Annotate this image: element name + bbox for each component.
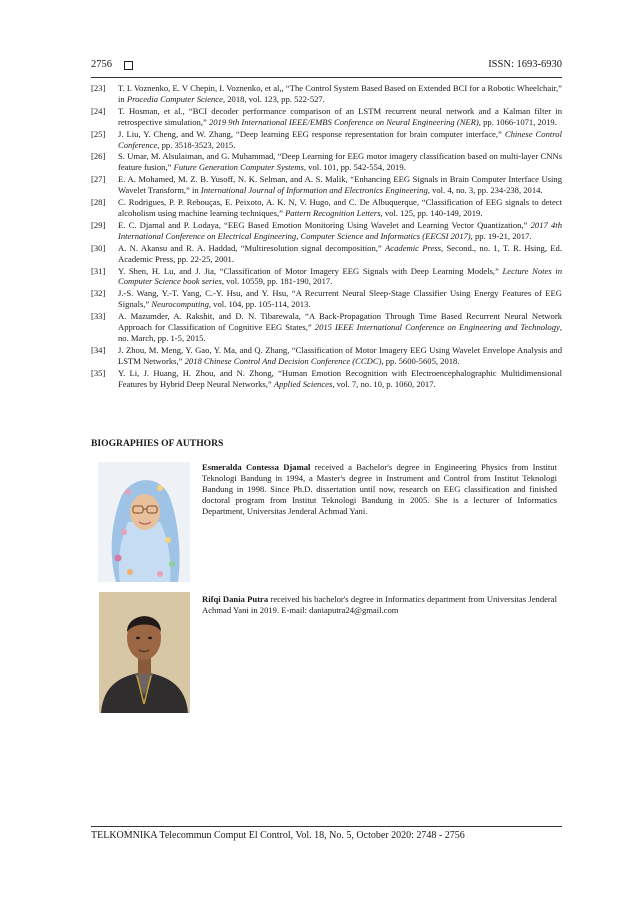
reference-number: [34] (91, 344, 106, 355)
reference-text (118, 368, 562, 390)
reference-number: [35] (91, 367, 106, 378)
reference-segment: T. I. Voznenko, E. V Chepin, I. Voznenko, et al,, “The Control System Based Based on Extended BCI for a Robotic Wheelchair,” in (118, 83, 562, 104)
reference-venue: Applied Sciences (273, 378, 333, 389)
reference-number: [29] (91, 219, 106, 230)
reference-number: [25] (91, 128, 106, 139)
reference-segment: , vol. 4, no. 3, pp. 234-238, 2014. (427, 185, 543, 196)
reference-segment: , pp. 19-21, 2017. (470, 230, 532, 241)
page-number: 2756 (91, 59, 112, 70)
reference-segment: , 2018, vol. 123, pp. 522-527. (222, 93, 325, 104)
reference-segment: A. Mazumder, A. Rakshit, and D. N. Tibarewala, “A Back-Propagation Through Time Based Recurrent Neural Network Approach for Classification of Cognitive EEG States,” (118, 311, 562, 333)
reference-number: [23] (91, 83, 106, 93)
page-footer: TELKOMNIKA Telecommun Comput El Control, Vol. 18, No. 5, October 2020: 2748 - 2756 (91, 830, 465, 841)
reference-text (118, 83, 562, 105)
reference-segment: J. Zhou, M. Meng, Y. Gao, Y. Ma, and Q. Zhang, “Classification of Motor Imagery EEG Using Wavelet Envelope Analysis and LSTM Networks,” (118, 344, 562, 366)
author-bio-1 (202, 462, 557, 517)
reference-venue: Future Generation Computer Systems (173, 162, 304, 173)
reference-number: [28] (91, 197, 106, 208)
reference-venue: Neurocomputing (151, 299, 209, 310)
reference-venue: 2017 4th International Conference on Electrical Engineering, Computer Science and Informatics (EECSI 2017) (118, 219, 562, 241)
reference-text (118, 266, 562, 288)
reference-item (91, 151, 562, 173)
reference-segment: Y. Shen, H. Lu, and J. Jia, “Classification of Motor Imagery EEG Signals with Deep Learning Models,” (118, 265, 503, 276)
reference-segment: E. C. Djamal and P. Lodaya, “EEG Based Emotion Monitoring Using Wavelet and Learning Vector Quantization,” (118, 219, 531, 230)
reference-segment: E. A. Mohamed, M. Z. B. Yusoff, N. K. Selman, and A. S. Malik, “Enhancing EEG Signals in Brain Computer Interface Using Wavelet Transform,” in (118, 174, 562, 196)
reference-segment: , vol. 10559, pp. 181-190, 2017. (221, 276, 333, 287)
header-rule (91, 77, 562, 78)
reference-venue: 2015 IEEE International Conference on Engineering and Technology (314, 322, 560, 333)
reference-segment: Y. Li, J. Huang, H. Zhou, and N. Zhong, “Human Emotion Recognition with Electroencephalographic Multidimensional Features by Hybrid Deep Neural Networks,” (118, 367, 562, 389)
reference-number: [24] (91, 105, 106, 116)
reference-text (118, 345, 562, 367)
reference-segment: S. Umar, M. Alsulaiman, and G. Muhammad, “Deep Learning for EEG motor imagery classification based on multi-layer CNNs feature fusion,” (118, 151, 562, 173)
reference-text (118, 151, 562, 173)
reference-segment: , pp. 5600-5605, 2018. (381, 355, 460, 366)
author-bio-text: received a Bachelor's degree in Engineering Physics from Institut Teknologi Bandung in 1994, a Master's degree in Instrument and Control from Institut Teknologi Bandung in 1998. Since Ph.D. dissertation until now, research on EEG classification and finished doctoral program from Institut Teknologi Bandung in 2005. She is a lecturer of Informatics Department, Universitas Jenderal Achmad Yani. (202, 462, 557, 516)
reference-text (118, 106, 562, 128)
reference-item (91, 220, 562, 242)
reference-segment: C. Rodrigues, P. P. Rebouças, E. Peixoto, A. K. N, V. Hugo, and C. De Albuquerque, “Classification of EEG signals to detect alcoholism using machine learning techniques,” (118, 197, 562, 218)
reference-text (118, 243, 562, 265)
author-bio-2 (202, 594, 557, 616)
reference-text (118, 311, 562, 344)
reference-venue: Pattern Recognition Letters (285, 207, 381, 218)
reference-venue: 2019 9th International IEEE/EMBS Conference on Neural Engineering (NER) (208, 116, 479, 127)
biographies-heading: BIOGRAPHIES OF AUTHORS (91, 438, 224, 449)
reference-number: [30] (91, 242, 106, 253)
reference-segment: T. Hosman, et al., “BCI decoder performance comparison of an LSTM recurrent neural network and a Kalman filter in retrospective simulation,” (118, 105, 562, 127)
reference-number: [33] (91, 311, 106, 322)
reference-item (91, 106, 562, 128)
reference-list (91, 83, 562, 390)
reference-number: [32] (91, 288, 106, 299)
reference-item (91, 266, 562, 288)
reference-item (91, 83, 562, 105)
reference-text (118, 129, 562, 151)
reference-item (91, 129, 562, 151)
issn: ISSN: 1693-6930 (488, 59, 562, 70)
reference-segment: , Second., no. 1, T. R. Hsing, Ed. Academic Press, pp. 22-25, 2001. (118, 242, 562, 264)
reference-venue: Lecture Notes in Computer Science book series (118, 265, 562, 287)
author-name: Esmeralda Contessa Djamal (202, 462, 311, 472)
reference-text (118, 197, 562, 219)
reference-segment: , pp. 1066-1071, 2019. (478, 116, 557, 127)
reference-number: [31] (91, 265, 106, 276)
reference-item (91, 368, 562, 390)
author-name: Rifqi Dania Putra (202, 594, 269, 604)
reference-item (91, 345, 562, 367)
reference-number: [26] (91, 151, 106, 162)
footer-rule (91, 826, 562, 827)
reference-text (118, 220, 562, 242)
reference-item (91, 174, 562, 196)
reference-item (91, 288, 562, 310)
author-bio-text: received his bachelor's degree in Informatics department from Universitas Jenderal Achmad Yani in 2019. E-mail: daniaputra24@gmail.com (202, 594, 557, 615)
author-photo-2 (99, 592, 190, 713)
reference-segment: , no. March, pp. 1-5, 2015. (118, 322, 562, 343)
reference-segment: , vol. 125, pp. 140-149, 2019. (380, 207, 483, 218)
page-header (91, 59, 562, 75)
reference-segment: , vol. 101, pp. 542-554, 2019. (303, 162, 406, 173)
reference-text (118, 288, 562, 310)
square-icon (124, 61, 133, 70)
reference-item (91, 311, 562, 344)
reference-item (91, 197, 562, 219)
reference-segment: , pp. 3518-3523, 2015. (157, 139, 236, 150)
reference-item (91, 243, 562, 265)
author-photo-1 (98, 462, 190, 582)
reference-segment: J. Liu, Y. Cheng, and W. Zhang, “Deep learning EEG response representation for brain computer interface,” (118, 128, 505, 139)
reference-venue: Procedia Computer Science (126, 93, 223, 104)
reference-segment: J.-S. Wang, Y.-T. Yang, C.-Y. Hsu, and Y. Hsu, “A Recurrent Neural Sleep-Stage Classifier Using Energy Features of EEG Signals,” (118, 288, 562, 310)
reference-venue: Chinese Control Conference (118, 128, 562, 150)
reference-text (118, 174, 562, 196)
reference-segment: , vol. 7, no. 10, p. 1060, 2017. (332, 378, 436, 389)
reference-venue: 2018 Chinese Control And Decision Conference (CCDC) (184, 355, 382, 366)
reference-number: [27] (91, 174, 106, 185)
reference-venue: Academic Press (385, 242, 442, 253)
reference-segment: , vol. 104, pp. 105-114, 2013. (208, 299, 311, 310)
reference-venue: International Journal of Information and Electronics Engineering (200, 185, 428, 196)
reference-segment: A. N. Akansu and R. A. Haddad, “Multiresolution signal decomposition,” (118, 242, 386, 253)
